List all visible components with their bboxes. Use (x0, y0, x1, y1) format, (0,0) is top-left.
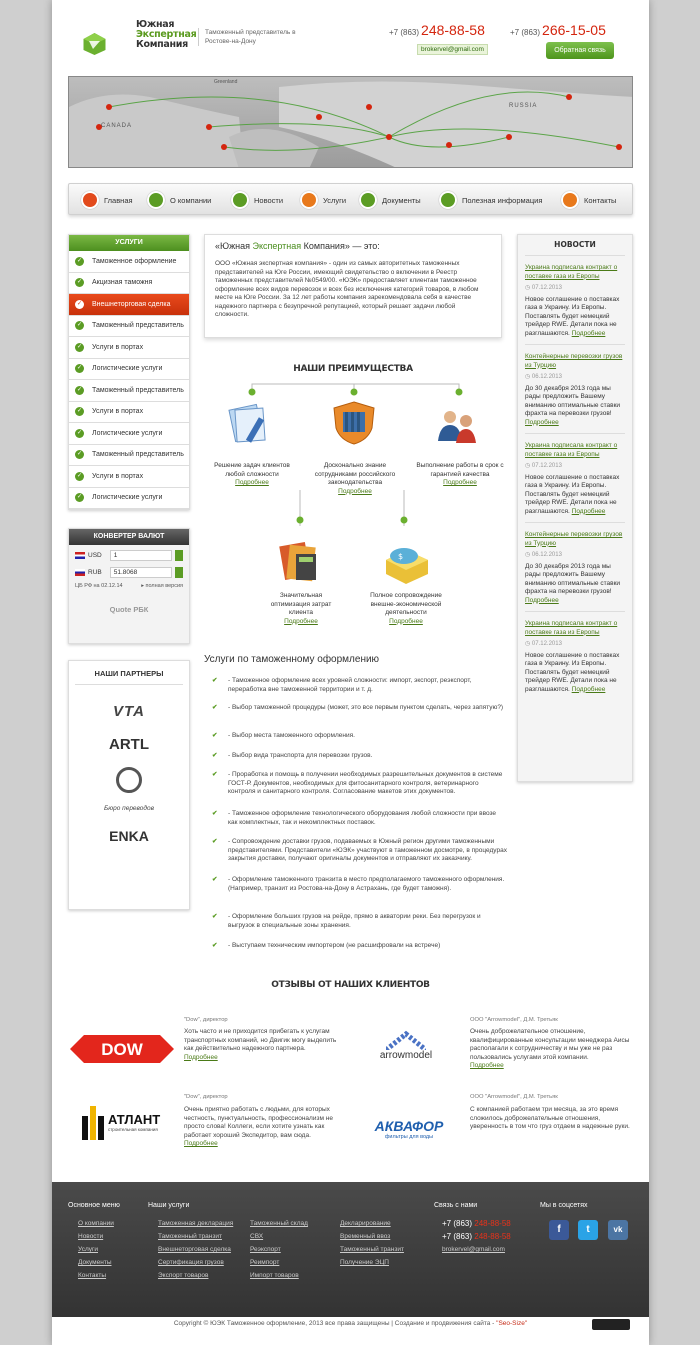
nav-item-news[interactable] (231, 190, 283, 210)
services-menu-item-label: Акцизная таможня (92, 279, 153, 287)
services-menu-item-label: Таможенный представитель (92, 451, 184, 459)
advantage-item (204, 462, 300, 488)
facebook-icon[interactable]: f (549, 1220, 569, 1240)
intro-title-after: Компания» — это: (301, 241, 380, 251)
check-icon: ✔ (212, 876, 218, 883)
footer-phone-number: 248-88-58 (474, 1219, 511, 1228)
footer-phone-prefix: +7 (863) (442, 1232, 473, 1241)
developer-badge-icon[interactable] (592, 1319, 630, 1330)
atlant-subtitle: строительная компания (108, 1127, 158, 1132)
news-item-date: ◷ 07.12.2013 (525, 641, 562, 647)
usd-code: USD (88, 551, 102, 559)
twitter-icon[interactable]: t (578, 1220, 598, 1240)
nav-item-label: Контакты (584, 195, 617, 205)
review-text (184, 1106, 349, 1149)
check-icon: ✓ (76, 279, 83, 286)
footer-service-link[interactable]: Экспорт товаров (158, 1272, 209, 1279)
nav-item-label: Услуги (323, 195, 347, 205)
arrowmodel-logo[interactable] (368, 1030, 444, 1061)
aquaphor-wordmark: АКВАФОР (374, 1118, 444, 1134)
nav-item-home[interactable] (81, 190, 133, 210)
briefcase-icon (147, 191, 165, 209)
news-more-link[interactable]: Подробнее (525, 596, 559, 604)
news-item (525, 353, 625, 434)
logo-line2: Экспертная (136, 29, 197, 40)
rub-input[interactable]: 51.8068 (110, 567, 172, 578)
review-author: ООО "Arrowmodel", Д.М. Третьяк (470, 1094, 558, 1100)
news-item-date: ◷ 06.12.2013 (525, 552, 562, 558)
footer-service-link[interactable]: Таможенный транзит (158, 1233, 222, 1240)
intro-text: ООО «Южная экспертная компания» - один из самых авторитетных таможенных представителей на Юге России, имеющий свидетельство о включении в Реестр таможенных представителей №0549/00. «ЮЭК» предоставляет клиентам таможенное оформление всех видов перевозок и всех без исключения категорий товаров, в любом месте на Юге России. За 12 лет работы компания зарекомендовала себя в качестве надежного партнера с безупречной репутацией, который решает задачи любой сложности. (215, 260, 479, 318)
check-icon: ✓ (76, 451, 83, 458)
converter-row-rub (75, 565, 183, 579)
footer-service-link[interactable]: Временный ввоз (340, 1233, 391, 1240)
service-text: - Выбор вида транспорта для перевозки грузов. (228, 752, 373, 759)
service-item (212, 752, 507, 761)
check-icon: ✔ (212, 704, 218, 711)
news-item-text: Новое соглашение о поставках газа в Украину. Из Европы. Поставлять будет немецкий трейдер RWE. Детали пока не разглашаются. (525, 295, 620, 337)
service-item (212, 942, 507, 951)
copyright-text: Copyright © ЮЭК Таможенное оформление, 2013 все права защищены | Создание и продвижения сайта - (173, 1320, 497, 1327)
full-version-link[interactable]: ▸ полная версия (141, 583, 183, 589)
news-item-date-value: 07.12.2013 (531, 463, 562, 469)
news-more-link[interactable]: Подробнее (571, 685, 606, 693)
services-menu-item[interactable] (69, 466, 189, 488)
partner-logo-translations[interactable]: Бюро переводов (103, 805, 155, 812)
footer-phone-1[interactable] (442, 1219, 511, 1228)
intro-title-green: Экспертная (252, 241, 302, 251)
news-more-link[interactable]: Подробнее (571, 329, 606, 337)
news-item-date: ◷ 07.12.2013 (525, 463, 562, 469)
services-menu-item[interactable] (69, 359, 189, 381)
map-label-canada: CANADA (101, 123, 133, 129)
map-label-russia: RUSSIA (509, 103, 538, 109)
news-item-title-link[interactable]: Контейнерные перевозки грузов из Турцию (525, 353, 623, 369)
advantages-title: НАШИ ПРЕИМУЩЕСТВА (293, 364, 413, 374)
usd-input[interactable]: 1 (110, 550, 172, 561)
news-title: НОВОСТИ (525, 240, 625, 256)
logo-text[interactable] (136, 20, 196, 50)
partner-logo-artl[interactable]: ARTL (109, 736, 149, 753)
news-item-title-link[interactable]: Контейнерные перевозки грузов из Турцию (525, 531, 623, 547)
review-text: С компанией работаем три месяца, за это время сложилось доброжелательные отношения, уверенность в том что груз отдаем в надежные руки. (470, 1106, 630, 1130)
service-item (212, 810, 507, 827)
news-item-date-value: 06.12.2013 (531, 552, 562, 558)
services-menu-item-label: Таможенное оформление (92, 257, 177, 265)
services-menu-item-label: Услуги в портах (92, 408, 144, 416)
services-menu-item-label: Логистические услуги (92, 429, 163, 437)
nav-item-label: О компании (170, 195, 212, 205)
service-text: - Выбор таможенной процедуры (может, это все первым пунктом сделать, через запятую?) (228, 704, 504, 711)
full-version-label: полная версия (145, 583, 183, 589)
footer-service-link[interactable]: Сертификация грузов (158, 1259, 224, 1266)
news-more-link[interactable]: Подробнее (525, 418, 559, 426)
review-text (470, 1028, 634, 1071)
logo-line1: Южная (136, 19, 175, 30)
arrowmodel-mark-icon (386, 1030, 426, 1050)
reviews-title: ОТЗЫВЫ ОТ НАШИХ КЛИЕНТОВ (271, 980, 430, 990)
nav-item-label: Новости (254, 195, 284, 205)
atlant-logo[interactable] (80, 1106, 170, 1140)
service-item (212, 838, 507, 864)
footer-menu-link[interactable]: Новости (78, 1233, 104, 1240)
map-label-greenland: Greenland (214, 79, 238, 85)
check-icon: ✔ (212, 732, 218, 739)
atlant-mark-icon (80, 1106, 104, 1140)
footer-service-link[interactable]: СВХ (250, 1233, 264, 1240)
check-icon: ✓ (76, 472, 83, 479)
page (52, 0, 649, 1345)
check-icon: ✓ (76, 429, 83, 436)
converter-source: ЦБ РФ на 02.12.14 (75, 583, 123, 589)
review-author: "Dow", директор (184, 1017, 228, 1023)
check-icon: ✓ (76, 365, 83, 372)
aquaphor-subtitle: фильтры для воды (384, 1134, 434, 1140)
atlant-wordmark: АТЛАНТ (108, 1112, 161, 1127)
phone-1-number: 248-88-58 (421, 22, 485, 38)
services-menu-item-label: Логистические услуги (92, 365, 163, 373)
check-icon: ✓ (76, 494, 83, 501)
check-icon: ✔ (212, 913, 218, 920)
news-item-date-value: 06.12.2013 (531, 374, 562, 380)
review-text-body: Очень приятно работать с людьми, для которых честность, пунктуальность, профессионализм не просто слова! Коллеги, если хотите узнать как работает хороший Экспедитор, вам сюда. (184, 1106, 333, 1139)
footer-service-link[interactable]: Реэкспорт (250, 1246, 281, 1253)
world-map (68, 76, 633, 168)
services-menu-title: УСЛУГИ (69, 235, 189, 251)
news-item-title-link[interactable]: Украина подписала контракт о поставке газа из Европы (525, 442, 618, 458)
services-menu-item-label: Логистические услуги (92, 494, 163, 502)
footer-service-link[interactable]: Внешнеторговая сделка (158, 1246, 231, 1253)
service-text: - Оформление таможенного транзита в место предполагаемого таможенного оформления. (Например, транзит из Ростова-на-Дону в Астрахань, где будет таможня). (228, 876, 505, 892)
services-menu-item[interactable] (69, 445, 189, 467)
advantage-more-link[interactable]: Подробнее (443, 479, 477, 486)
service-text: - Проработка и помощь в получении необходимых разрешительных документов в системе ГОСТ-Р. Документов, необходимых для фитосанитарного контроля, ветеринарного контроля и санитарного контроля. Согласование макетов этих документов. (228, 771, 503, 795)
services-menu-item-label: Услуги в портах (92, 343, 144, 351)
pencil-icon (300, 191, 318, 209)
nav-item-about[interactable] (147, 190, 211, 210)
home-icon (81, 191, 99, 209)
service-text: - Таможенное оформление технологического оборудования любой сложности при ввозе как комплектных, так и некомплектных поставок. (228, 810, 497, 826)
footer-service-link[interactable]: Декларирование (340, 1220, 391, 1227)
services-menu-item[interactable] (69, 488, 189, 510)
copyright (52, 1320, 649, 1327)
news-item-text: До 30 декабря 2013 года мы рады предложить Вашему вниманию оптимальные ставки фрахта на перевозки грузов! (525, 562, 621, 595)
phone-2-number: 266-15-05 (542, 22, 606, 38)
services-menu-item[interactable] (69, 316, 189, 338)
advantage-item (412, 462, 508, 488)
shield-books-icon (330, 400, 378, 446)
partners-title: НАШИ ПАРТНЕРЫ (75, 661, 183, 685)
services-menu-item-label: Таможенный представитель (92, 386, 184, 394)
phone-1[interactable] (389, 22, 485, 38)
nav-item-contacts[interactable] (561, 190, 616, 210)
review-text-body: Очень доброжелательное отношение, квалифицированные консультации менеджера Аисы располагали к сотрудничеству и мы уже не раз пользовались услугами этой компании. (470, 1028, 630, 1061)
footer-service-link[interactable]: Таможенный склад (250, 1220, 308, 1227)
footer-service-link[interactable]: Получение ЭЦП (340, 1259, 389, 1266)
news-item-date-value: 07.12.2013 (531, 285, 562, 291)
review-more-link[interactable]: Подробнее (184, 1053, 218, 1061)
footer-services-title: Наши услуги (148, 1202, 190, 1209)
check-icon: ✔ (212, 942, 218, 949)
partner-logo-vta[interactable]: VTA (113, 703, 145, 720)
services-menu-item[interactable] (69, 423, 189, 445)
svg-text:DOW: DOW (101, 1040, 143, 1059)
footer-contacts-title: Связь с нами (434, 1202, 478, 1209)
news-item-text: До 30 декабря 2013 года мы рады предложить Вашему вниманию оптимальные ставки фрахта на перевозки грузов! (525, 384, 621, 417)
partner-globe-icon[interactable] (116, 767, 142, 793)
nav-item-useful-info[interactable] (439, 190, 542, 210)
customs-services-title: Услуги по таможенному оформлению (204, 654, 380, 665)
advantage-more-link[interactable]: Подробнее (338, 487, 372, 495)
advantage-text: Выполнение работы в срок с гарантией качества (416, 462, 504, 478)
intro-block (204, 234, 502, 338)
check-icon: ✔ (212, 677, 218, 684)
documents-pencil-icon (226, 403, 272, 443)
check-icon: ✔ (212, 752, 218, 759)
check-icon: ✔ (212, 838, 218, 845)
header-email-link[interactable]: brokervel@gmail.com (417, 44, 488, 55)
advantage-text: Полное сопровождение внешне-экономической деятельности (370, 592, 442, 616)
check-icon: ✓ (76, 322, 83, 329)
footer-menu-link[interactable]: О компании (78, 1220, 114, 1227)
megaphone-icon (439, 191, 457, 209)
footer (52, 1182, 649, 1317)
check-icon: ✓ (76, 386, 83, 393)
people-icon (434, 405, 480, 445)
partners-block (68, 660, 190, 910)
footer-service-link[interactable]: Таможенный транзит (340, 1246, 404, 1253)
check-icon: ✓ (76, 300, 83, 307)
service-item (212, 876, 507, 893)
nav-item-documents[interactable] (359, 190, 421, 210)
review-text (184, 1028, 344, 1062)
footer-phone-prefix: +7 (863) (442, 1219, 473, 1228)
nav-item-label: Полезная информация (462, 195, 543, 205)
news-item-date-value: 07.12.2013 (531, 641, 562, 647)
nav-item-services[interactable] (300, 190, 346, 210)
documents-icon (359, 191, 377, 209)
nav-item-label: Документы (382, 195, 421, 205)
advantage-item (314, 462, 396, 496)
nav-item-label: Главная (104, 195, 133, 205)
review-author: "Dow", директор (184, 1094, 228, 1100)
review-author: ООО "Arrowmodel", Д.М. Третьяк (470, 1017, 558, 1023)
news-more-link[interactable]: Подробнее (571, 507, 606, 515)
news-item-date: ◷ 07.12.2013 (525, 285, 562, 291)
service-text: - Таможенное оформление всех уровней сложности: импорт, экспорт, реэкспорт, переработка вне таможенной территории и т. д. (228, 677, 472, 693)
document-icon (231, 191, 249, 209)
news-item (525, 620, 625, 700)
news-item (525, 531, 625, 612)
check-icon: ✓ (76, 257, 83, 264)
news-item-title-link[interactable]: Украина подписала контракт о поставке газа из Европы (525, 620, 618, 636)
intro-title (215, 241, 491, 251)
footer-email-link[interactable]: brokervel@gmail.com (442, 1246, 505, 1253)
service-text: - Оформление больших грузов на рейде, прямо в акватории реки. Без перегрузок и выгрузок в специальные зоны хранения. (228, 913, 481, 929)
news-block (517, 234, 633, 782)
services-menu-item[interactable] (69, 380, 189, 402)
check-icon: ✔ (212, 771, 218, 778)
review-text-body: Хоть часто и не приходится прибегать к услугам транспортных компаний, но Двигик могу выделить как действительно надежного партнера. (184, 1028, 337, 1052)
service-item (212, 704, 507, 713)
check-icon: ✓ (76, 343, 83, 350)
rub-code: RUB (88, 568, 102, 576)
services-menu-item-label: Услуги в портах (92, 472, 144, 480)
footer-service-link[interactable]: Реимпорт (250, 1259, 280, 1266)
converter-meta (75, 583, 183, 589)
check-icon: ✓ (76, 408, 83, 415)
service-text: - Сопровождение доставки грузов, подаваемых в Южный регион другими таможенными представителями. Представители «ЮЭК» участвуют в таможенном досмотре, в процедурах закрытия доставки, получают оригиналы документов и отправляют их заказчику. (228, 838, 507, 862)
service-item (212, 913, 507, 930)
tagline: Таможенный представитель в Ростове-на-Дону (198, 28, 318, 46)
footer-service-link[interactable]: Таможенная декларация (158, 1220, 234, 1227)
services-menu-item-label: Таможенный представитель (92, 322, 184, 330)
aquaphor-logo[interactable] (364, 1118, 454, 1140)
envelope-icon (561, 191, 579, 209)
phone-1-prefix: +7 (863) (389, 28, 420, 37)
services-menu-item-active[interactable] (69, 294, 189, 316)
footer-menu-title: Основное меню (68, 1202, 120, 1209)
services-menu-item[interactable] (69, 402, 189, 424)
footer-social-title: Мы в соцсетях (540, 1202, 588, 1209)
check-icon: ✔ (212, 810, 218, 817)
advantage-text: Значительная оптимизация затрат клиента (270, 592, 332, 616)
phone-2-prefix: +7 (863) (510, 28, 541, 37)
service-text: - Выбор места таможенного оформления. (228, 732, 355, 739)
advantage-text: Решение задач клиентов любой сложности (214, 462, 290, 478)
services-menu-item-label: Внешнеторговая сделка (92, 300, 171, 308)
service-item (212, 732, 507, 741)
feedback-button[interactable]: Обратная связь (546, 42, 614, 59)
calculator-folders-icon (276, 538, 326, 586)
rbc-quote-logo[interactable]: Quote РБК (109, 605, 149, 614)
advantage-more-link[interactable]: Подробнее (284, 617, 318, 625)
news-item-text: Новое соглашение о поставках газа в Украину. Из Европы. Поставлять будет немецкий трейдер RWE. Детали пока не разглашаются. (525, 473, 620, 515)
service-item (212, 677, 507, 694)
review-more-link[interactable]: Подробнее (470, 1062, 504, 1069)
advantage-item (358, 592, 454, 626)
advantage-text: Досконально знание сотрудниками российского законодательства (314, 462, 396, 486)
logo-icon[interactable] (82, 20, 132, 68)
news-item-title-link[interactable]: Украина подписала контракт о поставке газа из Европы (525, 264, 618, 280)
usd-select-button[interactable] (175, 550, 183, 561)
money-box-icon (380, 538, 432, 586)
footer-menu-link[interactable]: Контакты (78, 1272, 107, 1279)
converter-row-usd (75, 548, 183, 562)
news-item-text: Новое соглашение о поставках газа в Украину. Из Европы. Поставлять будет немецкий трейдер RWE. Детали пока не разглашаются. (525, 651, 620, 693)
footer-phone-number: 248-88-58 (474, 1232, 511, 1241)
seo-size-link[interactable]: "Seo-Size" (496, 1320, 528, 1327)
logo-line3: Компания (136, 39, 188, 50)
services-menu-item[interactable] (69, 251, 189, 273)
news-item (525, 264, 625, 345)
service-text: - Выступаем техническим импортером (не расшифровали на встрече) (228, 942, 441, 949)
partner-logo-enka[interactable]: ENKA (109, 828, 149, 844)
advantage-more-link[interactable]: Подробнее (389, 617, 423, 625)
advantage-more-link[interactable]: Подробнее (235, 479, 269, 486)
currency-converter (68, 528, 190, 644)
main-nav (68, 183, 633, 215)
map-graphic (69, 77, 633, 168)
ru-flag-icon (75, 569, 85, 576)
arrowmodel-wordmark: arrowmodel (379, 1050, 433, 1061)
advantage-item (260, 592, 342, 626)
dow-logo[interactable] (70, 1034, 174, 1064)
us-flag-icon (75, 552, 85, 559)
footer-menu-link[interactable]: Документы (78, 1259, 112, 1266)
news-item-date: ◷ 06.12.2013 (525, 374, 562, 380)
intro-title-before: «Южная (215, 241, 253, 251)
footer-menu-link[interactable]: Услуги (78, 1246, 98, 1253)
services-menu-item[interactable] (69, 337, 189, 359)
footer-phone-2[interactable] (442, 1232, 511, 1241)
services-menu-item[interactable] (69, 273, 189, 295)
footer-service-link[interactable]: Импорт товаров (250, 1272, 299, 1279)
svg-text:$: $ (398, 552, 404, 561)
service-item (212, 771, 507, 797)
rub-select-button[interactable] (175, 567, 183, 578)
converter-title: КОНВЕРТЕР ВАЛЮТ (69, 529, 189, 545)
phone-2[interactable] (510, 22, 606, 38)
services-menu (68, 234, 190, 510)
news-item (525, 442, 625, 523)
review-more-link[interactable]: Подробнее (184, 1140, 218, 1147)
vk-icon[interactable]: vk (608, 1220, 628, 1240)
